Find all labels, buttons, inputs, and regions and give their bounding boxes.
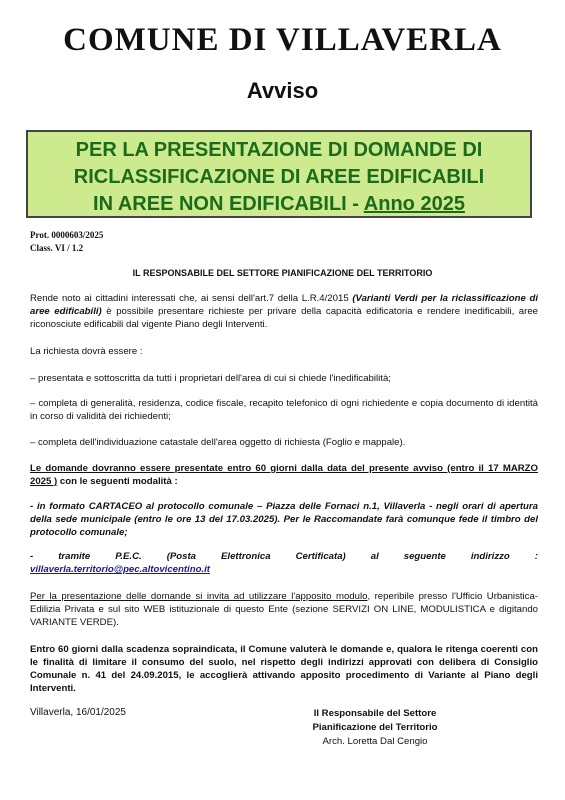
subject-banner [26, 130, 532, 218]
banner-line-2: RICLASSIFICAZIONE DI AREE EDIFICABILI [73, 166, 485, 188]
section-title: IL RESPONSABILE DEL SETTORE PIANIFICAZIONE DEL TERRITORIO [132, 268, 433, 278]
pec-submission: - tramite P.E.C. (Posta Elettronica Certificata) al seguente indirizzo : villaverla.territorio@pec.altovicentino.it [30, 551, 538, 575]
form-paragraph: Per la presentazione delle domande si invita ad utilizzare l'apposito modulo, reperibile presso l'Ufficio Urbanistica-Edilizia Privata e sul sito WEB istituzionale di questo Ente (sezione SERVIZI ON LINE, MODULISTICA e digitando VARIANTE VERDE). [30, 591, 538, 628]
banner-year: Anno 2025 [363, 193, 465, 215]
signature-name: Arch. Loretta Dal Cengio [322, 736, 428, 747]
request-label: La richiesta dovrà essere : [30, 346, 143, 357]
signature-sector: Pianificazione del Territorio [312, 722, 438, 733]
municipality-title: COMUNE DI VILLAVERLA [63, 22, 502, 58]
notice-title: Avviso [246, 78, 319, 103]
pec-email-link[interactable]: villaverla.territorio@pec.altovicentino.it [30, 564, 210, 575]
bullet-item: – completa dell'individuazione catastale dell'area oggetto di richiesta (Foglio e mappale). [30, 437, 406, 448]
signature-block [290, 707, 460, 749]
protocol-info [30, 229, 103, 255]
bullet-item: – completa di generalità, residenza, codice fiscale, recapito telefonico di ogni richiedente e copia documento di identità in corso di validità dei richiedenti; [30, 398, 538, 422]
bullet-item: – presentata e sottoscritta da tutti i proprietari dell'area di cui si chiede l'inedificabilità; [30, 373, 391, 384]
signature-role: Il Responsabile del Settore [313, 708, 437, 719]
protocol-class: Class. VI / 1.2 [30, 243, 84, 253]
protocol-number: Prot. 0000603/2025 [30, 230, 104, 240]
banner-line-3: IN AREE NON EDIFICABILI - Anno 2025 [93, 193, 465, 215]
intro-paragraph: Rende noto ai cittadini interessati che, ai sensi dell'art.7 della L.R.4/2015 (Varianti Verdi per la riclassificazione di aree edificabili) è possibile presentare richieste per privare della capacità edificatoria e rendere inedificabili, aree riconosciute edificabili dal vigente Piano degli Interventi. [30, 293, 538, 330]
banner-line-1: PER LA PRESENTAZIONE DI DOMANDE DI [75, 139, 483, 161]
final-paragraph: Entro 60 giorni dalla scadenza sopraindicata, il Comune valuterà le domande e, qualora le ritenga coerenti con le finalità di limitare il consumo del suolo, nel rispetto degli indirizzi approvati con delibera di Consiglio Comunale n. 41 del 24.09.2015, le accoglierà attivando apposito procedimento di Variante al Piano degli Interventi. [30, 644, 538, 694]
place-date: Villaverla, 16/01/2025 [30, 707, 126, 718]
paper-submission: - in formato CARTACEO al protocollo comunale – Piazza delle Fornaci n.1, Villaverla - negli orari di apertura della sede municipale (entro le ore 13 del 17.03.2025). Per le Raccomandate farà comunque fede il timbro del protocollo comunale; [30, 501, 538, 538]
deadline-paragraph: Le domande dovranno essere presentate entro 60 giorni dalla data del presente avviso (entro il 17 MARZO 2025 ) con le seguenti modalità : [30, 463, 538, 487]
